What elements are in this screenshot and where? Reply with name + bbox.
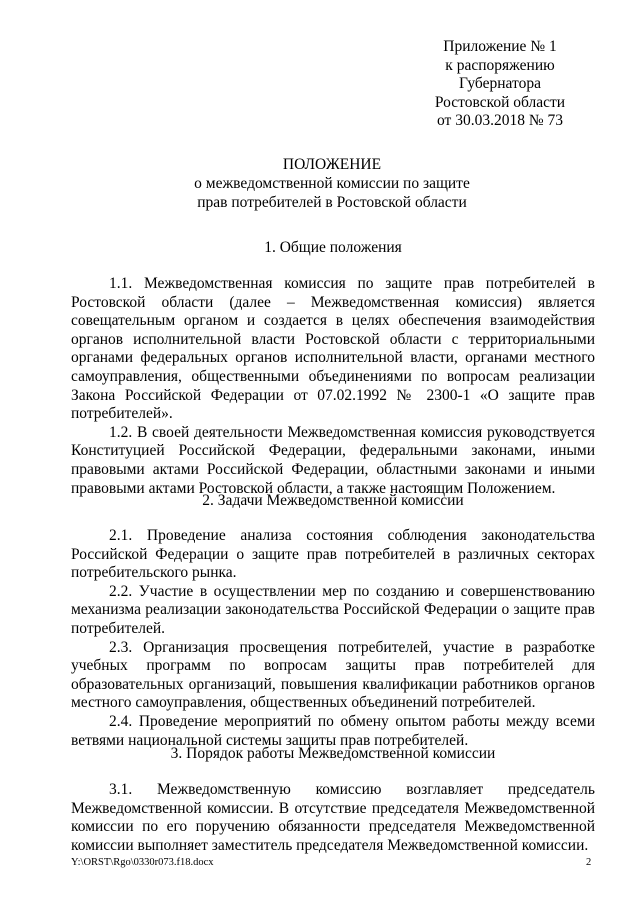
paragraph: 2.3. Организация просвещения потребителей, участие в разработке учебных программ по вопросам защиты прав потребителей для образовательных организаций, повышения квалификации работников органов местного самоуправления, общественных объединений потребителей. [71,638,595,712]
paragraph: 3.1. Межведомственную комиссию возглавляет председатель Межведомственной комиссии. В отсутствие председателя Межведомственной комиссии по его поручению обязанности председателя Межведомственной комиссии выполняет заместитель председателя Межведомственной комиссии. [71,781,595,854]
appendix-block [410,38,590,131]
paragraph: 2.1. Проведение анализа состояния соблюдения законодательства Российской Федерации о защите прав потребителей в различных секторах потребительского рынка. [71,527,595,582]
section-heading: 3. Порядок работы Межведомственной комиссии [170,745,496,762]
appendix-line: к распоряжению [445,56,555,74]
paragraph: 2.2. Участие в осуществлении мер по созданию и совершенствованию механизма реализации законодательства Российской Федерации о защите прав потребителей. [71,582,595,637]
footer-file-path: Y:\ORST\Rgo\0330r073.f18.docx [71,857,214,868]
paragraph: 1.2. В своей деятельности Межведомственная комиссия руководствуется Конституцией Российской Федерации, федеральными законами, иными правовыми актами Российской Федерации, областными законами и иными правовыми актами Ростовской области, а также настоящим Положением. [71,423,595,497]
section-body [71,527,595,750]
paragraph: 2.4. Проведение мероприятий по обмену опытом работы между всеми ветвями национальной системы защиты прав потребителей. [71,712,595,749]
section-body [71,275,595,498]
section-body [71,781,595,855]
title-heading: ПОЛОЖЕНИЕ [282,156,382,173]
appendix-line: Приложение № 1 [443,38,557,55]
title-subline: о межведомственной комиссии по защите [194,175,470,192]
document-title [120,155,544,212]
title-subline: прав потребителей в Ростовской области [197,194,467,211]
section-heading: 1. Общие положения [264,239,402,256]
paragraph: 1.1. Межведомственная комиссия по защите прав потребителей в Ростовской области (далее – Межведомственная комиссия) является совещательным органом и создается в целях обеспечения взаимодействия органов исполнительной власти Ростовской области с территориальными органами федеральных органов исполнительной власти, органами местного самоуправления, общественными объединениями по вопросам реализации Закона Российской Федерации от 07.02.1992 № 2300-1 «О защите прав потребителей». [71,275,595,423]
section-heading: 2. Задачи Межведомственной комиссии [202,492,464,509]
page-number: 2 [586,857,592,868]
appendix-line: от 30.03.2018 № 73 [437,112,563,129]
appendix-line: Ростовской области [434,93,566,111]
appendix-line: Губернатора [459,75,541,92]
